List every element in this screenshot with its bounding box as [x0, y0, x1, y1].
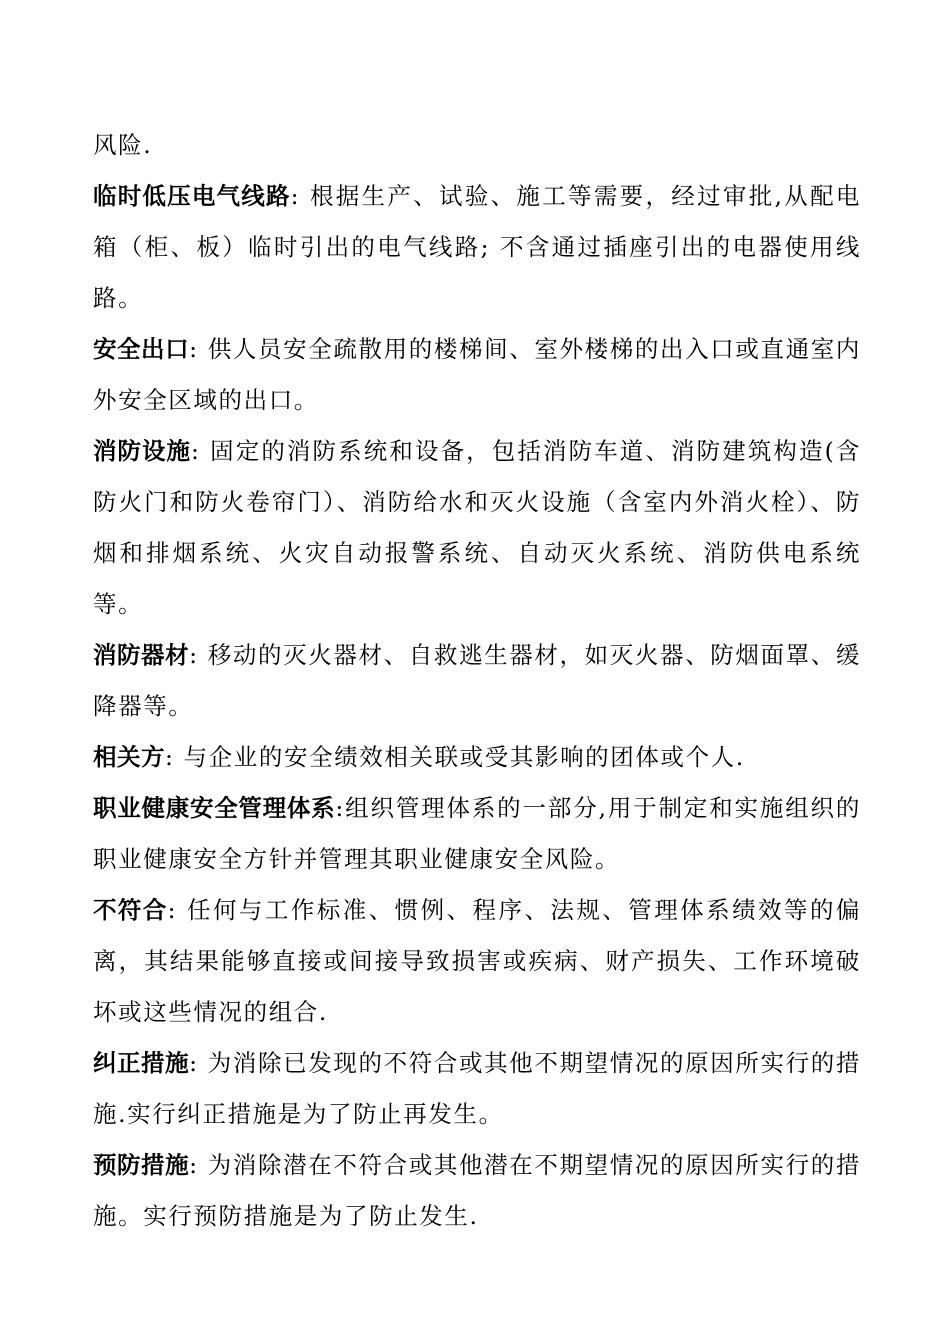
definition-term: 消防器材 — [93, 641, 190, 669]
definition-interested-party — [93, 732, 861, 783]
definition-fire-facilities — [93, 426, 861, 630]
definition-text: : 根据生产、试验、施工等需要，经过审批,从配电箱（柜、板）临时引出的电气线路; 不含通过插座引出的电器使用线路。 — [93, 182, 862, 312]
definition-term: 安全出口 — [93, 335, 190, 363]
definition-fire-equipment — [93, 630, 861, 732]
definition-term: 纠正措施 — [93, 1049, 190, 1077]
document-page — [93, 120, 861, 1242]
definition-term: 不符合 — [93, 896, 168, 924]
paragraph-risk-continuation — [93, 120, 861, 171]
definition-text: : 为消除已发现的不符合或其他不期望情况的原因所实行的措施.实行纠正措施是为了防止再发生。 — [93, 1049, 861, 1128]
definition-text: : 与企业的安全绩效相关联或受其影响的团体或个人. — [165, 743, 745, 771]
definition-term: 相关方 — [93, 743, 165, 771]
definition-nonconformity — [93, 885, 861, 1038]
definition-text: : 任何与工作标准、惯例、程序、法规、管理体系绩效等的偏离，其结果能够直接或间接导致损害或疾病、财产损失、工作环境破坏或这些情况的组合. — [93, 896, 862, 1026]
definition-text: : 移动的灭火器材、自救逃生器材，如灭火器、防烟面罩、缓降器等。 — [93, 641, 861, 720]
definition-term: 消防设施 — [93, 437, 192, 465]
definition-text: : 固定的消防系统和设备，包括消防车道、消防建筑构造(含防火门和防火卷帘门）、消防给水和灭火设施（含室内外消火栓）、防烟和排烟系统、火灾自动报警系统、自动灭火系统、消防供电系统等。 — [93, 437, 862, 618]
definition-term: 临时低压电气线路 — [93, 182, 291, 210]
definition-ohs-management-system — [93, 783, 861, 885]
definition-text: :组织管理体系的一部分,用于制定和实施组织的职业健康安全方针并管理其职业健康安全风险。 — [93, 794, 861, 873]
definition-term: 预防措施 — [93, 1151, 190, 1179]
definition-text: : 为消除潜在不符合或其他潜在不期望情况的原因所实行的措施。实行预防措施是为了防止发生. — [93, 1151, 861, 1230]
definition-preventive-action — [93, 1140, 861, 1242]
definition-term: 职业健康安全管理体系 — [93, 794, 336, 822]
definition-safety-exit — [93, 324, 861, 426]
definition-corrective-action — [93, 1038, 861, 1140]
definition-temporary-low-voltage-line — [93, 171, 861, 324]
definition-text: : 供人员安全疏散用的楼梯间、室外楼梯的出入口或直通室内外安全区域的出口。 — [93, 335, 861, 414]
paragraph-text: 风险. — [93, 131, 153, 159]
